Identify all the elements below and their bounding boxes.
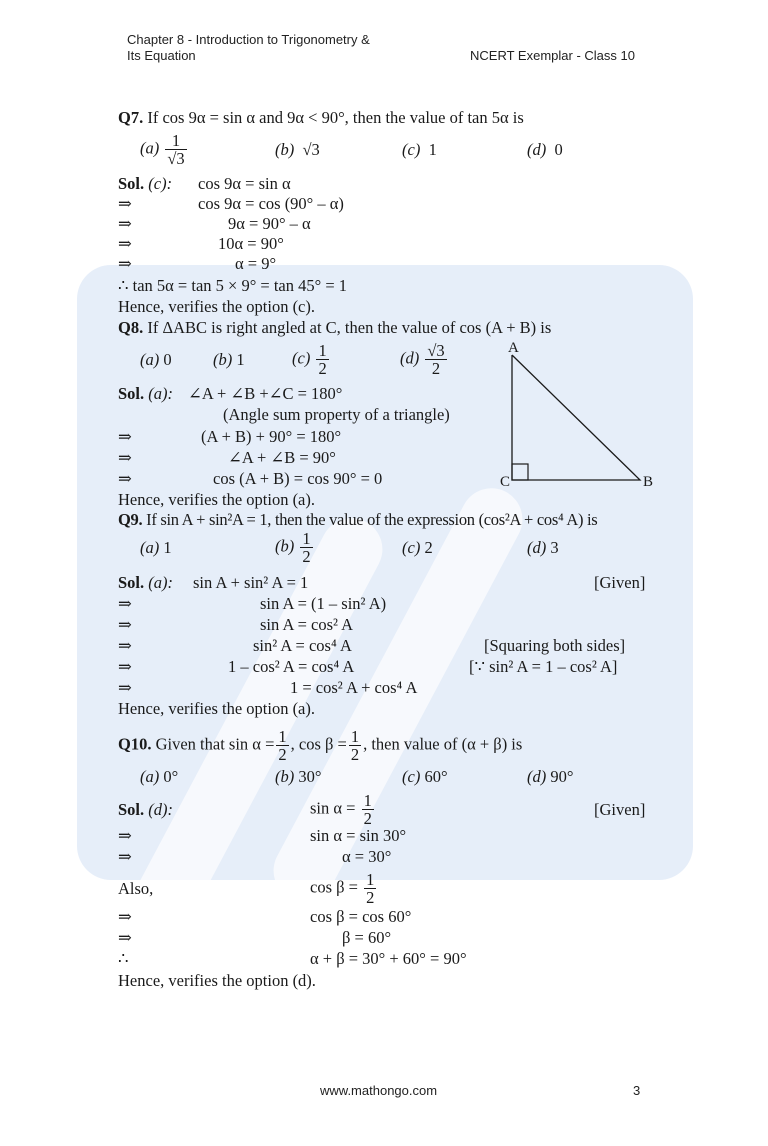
q8-solution-label: Sol. (a): [118, 384, 173, 403]
q10-step-a0: sin α = sin 30° [310, 826, 407, 845]
vertex-c-label: C [500, 474, 511, 490]
q10-first: sin α = $\frac{1}{2}$ [310, 791, 372, 828]
q9-arrow: ⇒ [118, 636, 132, 655]
q7-option-d: (d) 0 [527, 140, 563, 159]
page-number: 3 [633, 1083, 641, 1098]
q10-also: Also, [118, 879, 154, 898]
q7-conclusion: Hence, verifies the option (c). [118, 297, 316, 316]
vertex-b-label: B [643, 474, 654, 490]
fraction: $\frac{1}{2}$ [350, 727, 360, 764]
q9-step-3: 1 – cos² A = cos⁴ A [228, 657, 355, 676]
q8-arrow: ⇒ [118, 448, 132, 467]
fraction: $\frac{1}{2}$ [366, 870, 375, 907]
q9-conclusion: Hence, verifies the option (a). [118, 699, 316, 718]
vertex-a-label: A [508, 340, 519, 356]
q7-arrow: ⇒ [118, 214, 132, 233]
q7-arrow: ⇒ [118, 194, 132, 213]
q10-solution-label: Sol. (d): [118, 800, 173, 819]
q8-arrow: ⇒ [118, 469, 132, 488]
fraction: $\frac{1}{2}$ [278, 727, 287, 764]
q9-solution-label: Sol. (a): [118, 573, 173, 592]
q8-step-2: cos (A + B) = cos 90° = 0 [213, 469, 383, 488]
q10-option-b: (b) 30° [275, 767, 322, 786]
q7-question [118, 108, 524, 128]
q7-option-b: (b) √3 [275, 140, 320, 159]
q8-question: Q8. If ΔABC is right angled at C, then the value of cos (A + B) is [118, 318, 552, 337]
q8-first: ∠A + ∠B +∠C = 180° [188, 384, 343, 403]
q7-option-c: (c) 1 [402, 140, 437, 159]
q9-first: sin A + sin² A = 1 [193, 573, 309, 592]
q8-step-0: (A + B) + 90° = 180° [201, 427, 342, 446]
q7-label: Q7. [118, 108, 144, 127]
q9-given-note: [Given] [594, 573, 646, 592]
q7-step-1: cos 9α = cos (90° – α) [198, 194, 344, 213]
q10-step-a1: α = 30° [342, 847, 392, 866]
fraction: $\frac{1}{2}$ [363, 791, 372, 828]
q10-step-b1: β = 60° [342, 928, 392, 947]
q9-option-b: (b) $\frac{1}{2}$ [275, 529, 311, 566]
chapter-title-line2: Its Equation [127, 48, 196, 63]
q10-arrow: ⇒ [118, 907, 132, 926]
q7-step-3: 10α = 90° [218, 234, 284, 253]
q8-option-b: (b) 1 [213, 350, 245, 369]
q7-text: If cos 9α = sin α and 9α < 90°, then the value of tan 5α is [147, 108, 524, 127]
q7-therefore: ∴ tan 5α = tan 5 × 9° = tan 45° = 1 [118, 276, 348, 295]
q7-solution-label: Sol. (c): [118, 174, 173, 193]
q10-question: Q10. Given that sin α = $\frac{1}{2}$ , cos β = $\frac{1}{2}$ , then value of (α + β) is [118, 727, 523, 764]
q9-arrow: ⇒ [118, 678, 132, 697]
q7-arrow: ⇒ [118, 254, 132, 273]
q9-step-4: 1 = cos² A + cos⁴ A [290, 678, 418, 697]
q8-option-c: (c) $\frac{1}{2}$ [292, 341, 327, 378]
fraction: $\frac{1}{2}$ [318, 341, 327, 378]
chapter-title [127, 32, 370, 64]
q10-conclusion: Hence, verifies the option (d). [118, 971, 316, 990]
q10-arrow: ⇒ [118, 826, 132, 845]
q9-step-1: sin A = cos² A [260, 615, 354, 634]
q8-option-d: (d) $\frac{√3}{2}$ [400, 341, 445, 378]
q7-arrow: ⇒ [118, 234, 132, 253]
q10-option-a: (a) 0° [140, 767, 179, 786]
q9-arrow: ⇒ [118, 657, 132, 676]
q7-step-4: α = 9° [235, 254, 277, 273]
q8-note: (Angle sum property of a triangle) [223, 405, 450, 424]
q8-step-1: ∠A + ∠B = 90° [228, 448, 336, 467]
q10-therefore: ∴ [118, 949, 129, 968]
q9-note-3: [∵ sin² A = 1 – cos² A] [469, 657, 618, 676]
q10-arrow: ⇒ [118, 928, 132, 947]
q9-option-a: (a) 1 [140, 538, 172, 557]
q9-note-2: [Squaring both sides] [484, 636, 626, 655]
triangle-diagram [495, 335, 665, 495]
q10-option-d: (d) 90° [527, 767, 574, 786]
q9-arrow: ⇒ [118, 615, 132, 634]
book-title: NCERT Exemplar - Class 10 [470, 48, 635, 63]
q7-option-a: (a) $\frac{1}{√3}$ [140, 131, 185, 168]
q10-step-b0: cos β = cos 60° [310, 907, 412, 926]
footer-site: www.mathongo.com [320, 1083, 438, 1098]
fraction: $\frac{√3}{2}$ [427, 341, 445, 378]
q9-option-d: (d) 3 [527, 538, 559, 557]
fraction: $\frac{1}{2}$ [302, 529, 311, 566]
q8-conclusion: Hence, verifies the option (a). [118, 490, 316, 509]
q8-option-a: (a) 0 [140, 350, 172, 369]
q10-step-b2: α + β = 30° + 60° = 90° [310, 949, 467, 968]
q7-step-2: 9α = 90° – α [228, 214, 311, 233]
q10-option-c: (c) 60° [402, 767, 448, 786]
q9-question: Q9. If sin A + sin²A = 1, then the value of the expression (cos²A + cos⁴ A) is [118, 510, 598, 529]
q10-also-eq: cos β = $\frac{1}{2}$ [310, 870, 375, 907]
q9-step-2: sin² A = cos⁴ A [253, 636, 352, 655]
q9-step-0: sin A = (1 – sin² A) [260, 594, 387, 613]
chapter-title-line1: Chapter 8 - Introduction to Trigonometry & [127, 32, 370, 47]
q10-given-note: [Given] [594, 800, 646, 819]
q10-arrow: ⇒ [118, 847, 132, 866]
q7-step-0: cos 9α = sin α [198, 174, 291, 193]
q9-arrow: ⇒ [118, 594, 132, 613]
fraction: $\frac{1}{√3}$ [167, 131, 185, 168]
q9-option-c: (c) 2 [402, 538, 433, 557]
q8-arrow: ⇒ [118, 427, 132, 446]
